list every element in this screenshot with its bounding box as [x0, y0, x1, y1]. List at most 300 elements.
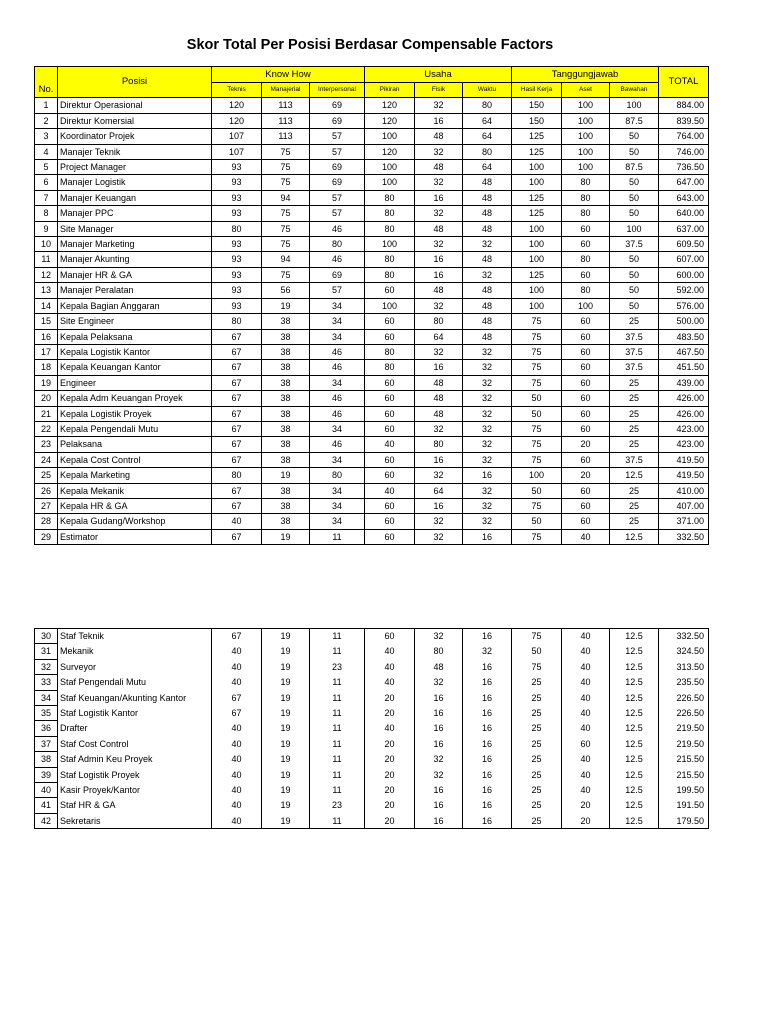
factor-score: 69 — [310, 113, 365, 128]
position-name: Sekretaris — [58, 813, 212, 828]
factor-score: 75 — [262, 237, 310, 252]
factor-score: 80 — [415, 314, 463, 329]
factor-score: 32 — [415, 675, 463, 690]
position-name: Manajer Keuangan — [58, 190, 212, 205]
factor-score: 48 — [463, 221, 512, 236]
factor-score: 38 — [262, 406, 310, 421]
factor-score: 93 — [212, 160, 262, 175]
factor-score: 19 — [262, 813, 310, 828]
row-number: 39 — [35, 767, 58, 782]
total-score: 191.50 — [659, 798, 709, 813]
factor-score: 37.5 — [610, 344, 659, 359]
table-row — [35, 391, 709, 406]
total-score: 199.50 — [659, 783, 709, 798]
factor-score: 25 — [512, 783, 562, 798]
header-sub-manajerial: Manajerial — [262, 83, 310, 98]
row-number: 27 — [35, 498, 58, 513]
factor-score: 48 — [463, 252, 512, 267]
total-score: 647.00 — [659, 175, 709, 190]
factor-score: 40 — [562, 690, 610, 705]
position-name: Kepala Cost Control — [58, 452, 212, 467]
factor-score: 16 — [463, 736, 512, 751]
position-name: Kepala HR & GA — [58, 498, 212, 513]
header-sub-fisik: Fisik — [415, 83, 463, 98]
factor-score: 87.5 — [610, 113, 659, 128]
factor-score: 93 — [212, 237, 262, 252]
factor-score: 75 — [512, 498, 562, 513]
factor-score: 32 — [415, 468, 463, 483]
factor-score: 100 — [365, 175, 415, 190]
row-number: 7 — [35, 190, 58, 205]
factor-score: 32 — [463, 406, 512, 421]
factor-score: 32 — [463, 375, 512, 390]
document-title: Skor Total Per Posisi Berdasar Compensable Factors — [186, 37, 554, 53]
factor-score: 60 — [562, 237, 610, 252]
factor-score: 100 — [512, 298, 562, 313]
factor-score: 40 — [212, 644, 262, 659]
factor-score: 12.5 — [610, 706, 659, 721]
factor-score: 75 — [512, 529, 562, 544]
factor-score: 60 — [562, 452, 610, 467]
factor-score: 80 — [562, 252, 610, 267]
factor-score: 12.5 — [610, 783, 659, 798]
factor-score: 20 — [562, 813, 610, 828]
position-name: Staf Logistik Kantor — [58, 706, 212, 721]
factor-score: 12.5 — [610, 529, 659, 544]
total-score: 426.00 — [659, 391, 709, 406]
total-score: 426.00 — [659, 406, 709, 421]
position-name: Pelaksana — [58, 437, 212, 452]
factor-score: 19 — [262, 298, 310, 313]
factor-score: 46 — [310, 360, 365, 375]
table-row — [35, 468, 709, 483]
total-score: 235.50 — [659, 675, 709, 690]
factor-score: 19 — [262, 798, 310, 813]
factor-score: 67 — [212, 421, 262, 436]
factor-score: 32 — [415, 175, 463, 190]
factor-score: 16 — [415, 267, 463, 282]
factor-score: 25 — [512, 752, 562, 767]
table-row — [35, 706, 709, 721]
factor-score: 40 — [365, 437, 415, 452]
table-row — [35, 237, 709, 252]
factor-score: 34 — [310, 498, 365, 513]
factor-score: 23 — [310, 798, 365, 813]
row-number: 36 — [35, 721, 58, 736]
row-number: 34 — [35, 690, 58, 705]
factor-score: 38 — [262, 483, 310, 498]
factor-score: 48 — [463, 314, 512, 329]
factor-score: 16 — [415, 721, 463, 736]
factor-score: 40 — [212, 752, 262, 767]
table-row — [35, 659, 709, 674]
factor-score: 93 — [212, 298, 262, 313]
factor-score: 67 — [212, 375, 262, 390]
factor-score: 93 — [212, 190, 262, 205]
table-row — [35, 629, 709, 644]
factor-score: 64 — [463, 113, 512, 128]
factor-score: 19 — [262, 721, 310, 736]
table-row — [35, 452, 709, 467]
factor-score: 87.5 — [610, 160, 659, 175]
position-name: Manajer Teknik — [58, 144, 212, 159]
factor-score: 48 — [415, 406, 463, 421]
factor-score: 60 — [562, 498, 610, 513]
table-row — [35, 375, 709, 390]
factor-score: 40 — [365, 659, 415, 674]
factor-score: 37.5 — [610, 360, 659, 375]
position-name: Site Manager — [58, 221, 212, 236]
factor-score: 80 — [415, 644, 463, 659]
factor-score: 69 — [310, 98, 365, 113]
row-number: 1 — [35, 98, 58, 113]
table-row — [35, 783, 709, 798]
factor-score: 80 — [562, 206, 610, 221]
factor-score: 32 — [463, 483, 512, 498]
factor-score: 80 — [562, 175, 610, 190]
row-number: 5 — [35, 160, 58, 175]
factor-score: 80 — [463, 98, 512, 113]
factor-score: 25 — [610, 314, 659, 329]
factor-score: 60 — [562, 360, 610, 375]
factor-score: 12.5 — [610, 736, 659, 751]
factor-score: 67 — [212, 690, 262, 705]
factor-score: 60 — [365, 452, 415, 467]
factor-score: 57 — [310, 283, 365, 298]
factor-score: 34 — [310, 421, 365, 436]
factor-score: 75 — [512, 421, 562, 436]
total-score: 884.00 — [659, 98, 709, 113]
factor-score: 37.5 — [610, 452, 659, 467]
factor-score: 19 — [262, 767, 310, 782]
factor-score: 64 — [415, 483, 463, 498]
row-number: 35 — [35, 706, 58, 721]
header-sub-pikiran: Pikiran — [365, 83, 415, 98]
factor-score: 16 — [463, 629, 512, 644]
factor-score: 60 — [562, 314, 610, 329]
factor-score: 48 — [463, 175, 512, 190]
row-number: 12 — [35, 267, 58, 282]
factor-score: 50 — [512, 406, 562, 421]
factor-score: 32 — [415, 514, 463, 529]
factor-score: 67 — [212, 529, 262, 544]
factor-score: 20 — [365, 767, 415, 782]
factor-score: 11 — [310, 690, 365, 705]
total-score: 226.50 — [659, 690, 709, 705]
table-row — [35, 129, 709, 144]
header-sub-hasil-kerja: Hasil Kerja — [512, 83, 562, 98]
table-row — [35, 360, 709, 375]
total-score: 219.50 — [659, 721, 709, 736]
total-score: 451.50 — [659, 360, 709, 375]
factor-score: 80 — [365, 221, 415, 236]
header-sub-aset: Aset — [562, 83, 610, 98]
factor-score: 19 — [262, 783, 310, 798]
factor-score: 38 — [262, 421, 310, 436]
factor-score: 64 — [463, 129, 512, 144]
factor-score: 38 — [262, 452, 310, 467]
factor-score: 120 — [365, 113, 415, 128]
factor-score: 32 — [463, 237, 512, 252]
position-name: Manajer Peralatan — [58, 283, 212, 298]
table-row — [35, 813, 709, 828]
table-row — [35, 406, 709, 421]
factor-score: 100 — [365, 129, 415, 144]
total-score: 637.00 — [659, 221, 709, 236]
factor-score: 75 — [512, 360, 562, 375]
factor-score: 93 — [212, 283, 262, 298]
factor-score: 32 — [463, 360, 512, 375]
factor-score: 50 — [610, 144, 659, 159]
factor-score: 80 — [212, 314, 262, 329]
factor-score: 16 — [463, 690, 512, 705]
factor-score: 94 — [262, 190, 310, 205]
factor-score: 20 — [562, 437, 610, 452]
factor-score: 125 — [512, 144, 562, 159]
factor-score: 11 — [310, 783, 365, 798]
total-score: 607.00 — [659, 252, 709, 267]
factor-score: 12.5 — [610, 644, 659, 659]
factor-score: 60 — [562, 406, 610, 421]
factor-score: 75 — [262, 206, 310, 221]
factor-score: 60 — [365, 498, 415, 513]
position-name: Staf Pengendali Mutu — [58, 675, 212, 690]
table-row — [35, 421, 709, 436]
factor-score: 38 — [262, 360, 310, 375]
row-number: 18 — [35, 360, 58, 375]
factor-score: 40 — [212, 736, 262, 751]
factor-score: 67 — [212, 360, 262, 375]
factor-score: 16 — [415, 452, 463, 467]
factor-score: 60 — [562, 421, 610, 436]
row-number: 31 — [35, 644, 58, 659]
table-row — [35, 144, 709, 159]
table-row — [35, 175, 709, 190]
factor-score: 75 — [512, 344, 562, 359]
factor-score: 37.5 — [610, 237, 659, 252]
factor-score: 120 — [365, 98, 415, 113]
factor-score: 11 — [310, 629, 365, 644]
table-row — [35, 767, 709, 782]
factor-score: 100 — [610, 98, 659, 113]
factor-score: 25 — [610, 514, 659, 529]
table-row — [35, 190, 709, 205]
factor-score: 11 — [310, 813, 365, 828]
factor-score: 100 — [562, 298, 610, 313]
factor-score: 60 — [562, 329, 610, 344]
factor-score: 48 — [463, 206, 512, 221]
factor-score: 100 — [512, 175, 562, 190]
row-number: 10 — [35, 237, 58, 252]
factor-score: 100 — [562, 160, 610, 175]
factor-score: 32 — [415, 237, 463, 252]
factor-score: 50 — [610, 175, 659, 190]
table-row — [35, 498, 709, 513]
factor-score: 80 — [562, 283, 610, 298]
factor-score: 50 — [610, 298, 659, 313]
factor-score: 46 — [310, 437, 365, 452]
factor-score: 60 — [365, 514, 415, 529]
total-score: 609.50 — [659, 237, 709, 252]
factor-score: 67 — [212, 629, 262, 644]
factor-score: 20 — [365, 752, 415, 767]
factor-score: 67 — [212, 483, 262, 498]
factor-score: 25 — [512, 706, 562, 721]
header-no: No. — [35, 67, 58, 98]
factor-score: 32 — [415, 629, 463, 644]
header-sub-interpersonal: Interpersonal — [310, 83, 365, 98]
factor-score: 69 — [310, 175, 365, 190]
factor-score: 12.5 — [610, 767, 659, 782]
factor-score: 32 — [415, 344, 463, 359]
total-score: 313.50 — [659, 659, 709, 674]
factor-score: 60 — [365, 421, 415, 436]
factor-score: 120 — [212, 113, 262, 128]
factor-score: 20 — [365, 783, 415, 798]
factor-score: 25 — [512, 813, 562, 828]
row-number: 4 — [35, 144, 58, 159]
factor-score: 32 — [415, 298, 463, 313]
factor-score: 100 — [365, 298, 415, 313]
total-score: 332.50 — [659, 529, 709, 544]
factor-score: 93 — [212, 175, 262, 190]
factor-score: 11 — [310, 706, 365, 721]
factor-score: 25 — [610, 437, 659, 452]
total-score: 179.50 — [659, 813, 709, 828]
position-name: Surveyor — [58, 659, 212, 674]
factor-score: 100 — [365, 237, 415, 252]
factor-score: 150 — [512, 113, 562, 128]
factor-score: 100 — [512, 237, 562, 252]
factor-score: 46 — [310, 391, 365, 406]
factor-score: 107 — [212, 129, 262, 144]
row-number: 37 — [35, 736, 58, 751]
factor-score: 11 — [310, 721, 365, 736]
factor-score: 25 — [610, 406, 659, 421]
factor-score: 25 — [610, 483, 659, 498]
factor-score: 75 — [512, 375, 562, 390]
factor-score: 125 — [512, 190, 562, 205]
factor-score: 40 — [562, 675, 610, 690]
factor-score: 57 — [310, 190, 365, 205]
factor-score: 60 — [365, 375, 415, 390]
factor-score: 25 — [610, 498, 659, 513]
factor-score: 12.5 — [610, 721, 659, 736]
row-number: 32 — [35, 659, 58, 674]
factor-score: 100 — [512, 160, 562, 175]
factor-score: 38 — [262, 391, 310, 406]
factor-score: 16 — [463, 706, 512, 721]
total-score: 439.00 — [659, 375, 709, 390]
factor-score: 40 — [365, 675, 415, 690]
factor-score: 19 — [262, 659, 310, 674]
header-sub-waktu: Waktu — [463, 83, 512, 98]
factor-score: 64 — [415, 329, 463, 344]
factor-score: 60 — [365, 629, 415, 644]
header-group-tanggungjawab: Tanggungjawab — [512, 67, 659, 83]
total-score: 215.50 — [659, 767, 709, 782]
total-score: 410.00 — [659, 483, 709, 498]
factor-score: 40 — [212, 783, 262, 798]
table-row — [35, 267, 709, 282]
factor-score: 94 — [262, 252, 310, 267]
factor-score: 12.5 — [610, 659, 659, 674]
factor-score: 20 — [365, 798, 415, 813]
factor-score: 16 — [415, 813, 463, 828]
factor-score: 16 — [463, 659, 512, 674]
factor-score: 50 — [610, 206, 659, 221]
total-score: 219.50 — [659, 736, 709, 751]
factor-score: 32 — [463, 644, 512, 659]
factor-score: 12.5 — [610, 752, 659, 767]
factor-score: 16 — [463, 721, 512, 736]
factor-score: 100 — [562, 113, 610, 128]
factor-score: 34 — [310, 514, 365, 529]
factor-score: 60 — [365, 529, 415, 544]
total-score: 371.00 — [659, 514, 709, 529]
header-group-usaha: Usaha — [365, 67, 512, 83]
factor-score: 100 — [365, 160, 415, 175]
row-number: 38 — [35, 752, 58, 767]
position-name: Manajer HR & GA — [58, 267, 212, 282]
total-score: 419.50 — [659, 452, 709, 467]
factor-score: 60 — [365, 314, 415, 329]
factor-score: 37.5 — [610, 329, 659, 344]
factor-score: 40 — [212, 767, 262, 782]
factor-score: 50 — [512, 483, 562, 498]
factor-score: 16 — [415, 252, 463, 267]
factor-score: 67 — [212, 498, 262, 513]
factor-score: 67 — [212, 706, 262, 721]
table-row — [35, 675, 709, 690]
factor-score: 25 — [610, 375, 659, 390]
position-name: Staf Teknik — [58, 629, 212, 644]
factor-score: 75 — [512, 329, 562, 344]
factor-score: 60 — [562, 375, 610, 390]
factor-score: 80 — [310, 237, 365, 252]
factor-score: 60 — [365, 283, 415, 298]
factor-score: 75 — [512, 659, 562, 674]
factor-score: 38 — [262, 375, 310, 390]
factor-score: 40 — [562, 644, 610, 659]
position-name: Staf Cost Control — [58, 736, 212, 751]
factor-score: 11 — [310, 767, 365, 782]
total-score: 423.00 — [659, 437, 709, 452]
factor-score: 125 — [512, 267, 562, 282]
factor-score: 75 — [262, 175, 310, 190]
factor-score: 113 — [262, 113, 310, 128]
factor-score: 32 — [463, 267, 512, 282]
position-name: Direktur Komersial — [58, 113, 212, 128]
factor-score: 50 — [610, 129, 659, 144]
total-score: 600.00 — [659, 267, 709, 282]
factor-score: 56 — [262, 283, 310, 298]
factor-score: 16 — [463, 798, 512, 813]
factor-score: 93 — [212, 206, 262, 221]
position-name: Manajer Marketing — [58, 237, 212, 252]
factor-score: 38 — [262, 437, 310, 452]
table-row — [35, 160, 709, 175]
factor-score: 80 — [365, 206, 415, 221]
table-row — [35, 483, 709, 498]
factor-score: 34 — [310, 452, 365, 467]
factor-score: 60 — [365, 329, 415, 344]
factor-score: 16 — [415, 783, 463, 798]
factor-score: 100 — [512, 252, 562, 267]
factor-score: 100 — [562, 98, 610, 113]
total-score: 839.50 — [659, 113, 709, 128]
factor-score: 120 — [365, 144, 415, 159]
